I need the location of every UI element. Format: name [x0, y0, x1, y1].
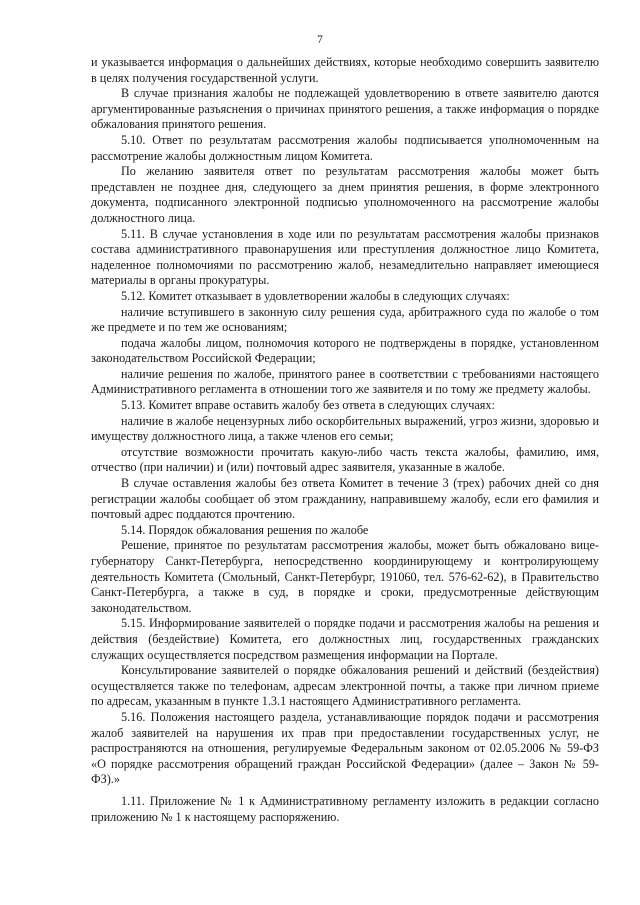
paragraph: 5.13. Комитет вправе оставить жалобу без ответа в следующих случаях:	[121, 398, 495, 413]
paragraph: 5.11. В случае установления в ходе или по результатам рассмотрения жалобы признаков состава административного правонарушения или преступления должностное лицо Комитета, наделенное полномочиями по рассмотрению жалоб, незамедлительно направляет имеющиеся материалы в органы прокуратуры.	[91, 226, 599, 288]
paragraph: Решение, принятое по результатам рассмотрения жалобы, может быть обжаловано вице-губернатору Санкт-Петербурга, непосредственно координирующему и контролирующему деятельность Комитета (Смольный, Санкт-Петербург, 191060, тел. 576-62-62), в Правительство Санкт-Петербурга, а также в суд, в порядке и сроки, предусмотренные действующим законодательством.	[91, 538, 599, 615]
paragraph: наличие в жалобе нецензурных либо оскорбительных выражений, угроз жизни, здоровью и имуществу должностного лица, а также членов его семьи;	[91, 413, 599, 444]
paragraph: В случае признания жалобы не подлежащей удовлетворению в ответе заявителю даются аргументированные разъяснения о причинах принятого решения, а также информация о порядке обжалования принятого решения.	[91, 86, 599, 132]
paragraph: 5.10. Ответ по результатам рассмотрения жалобы подписывается уполномоченным на рассмотрение жалобы должностным лицом Комитета.	[91, 132, 599, 163]
paragraph: 5.12. Комитет отказывает в удовлетворении жалобы в следующих случаях:	[121, 288, 510, 303]
paragraph: наличие вступившего в законную силу решения суда, арбитражного суда по жалобе о том же предмете и по тем же основаниям;	[91, 304, 599, 335]
paragraph: 5.14. Порядок обжалования решения по жалобе	[121, 522, 369, 537]
paragraph: Консультирование заявителей о порядке обжалования решений и действий (бездействия) осуществляется также по телефонам, адресам электронной почты, а также при личном приеме по адресам, указанным в пункте 1.3.1 настоящего Административного регламента.	[91, 663, 599, 709]
paragraph: отсутствие возможности прочитать какую-либо часть текста жалобы, фамилию, имя, отчество (при наличии) и (или) почтовый адрес заявителя, указанные в жалобе.	[91, 444, 599, 475]
paragraph: В случае оставления жалобы без ответа Комитет в течение 3 (трех) рабочих дней со дня регистрации жалобы сообщает об этом гражданину, направившему жалобу, если его фамилия и почтовый адрес поддаются прочтению.	[91, 476, 599, 522]
paragraph: и указывается информация о дальнейших действиях, которые необходимо совершить заявителю в целях получения государственной услуги.	[91, 55, 599, 85]
paragraph: 5.15. Информирование заявителей о порядке подачи и рассмотрения жалобы на решения и действия (бездействие) Комитета, его должностных лиц, государственных гражданских служащих осуществляется посредством размещения информации на Портале.	[91, 616, 599, 662]
paragraph: наличие решения по жалобе, принятого ранее в соответствии с требованиями настоящего Административного регламента в отношении того же заявителя и по тому же предмету жалобы.	[91, 366, 599, 397]
paragraph: По желанию заявителя ответ по результатам рассмотрения жалобы может быть представлен не позднее дня, следующего за днем принятия решения, в форме электронного документа, подписанного электронной подписью уполномоченного на рассмотрение жалобы должностного лица.	[91, 164, 599, 225]
paragraph: 1.11. Приложение № 1 к Административному регламенту изложить в редакции согласно приложению № 1 к настоящему распоряжению.	[91, 793, 599, 824]
paragraph: подача жалобы лицом, полномочия которого не подтверждены в порядке, установленном законодательством Российской Федерации;	[91, 335, 599, 366]
paragraph: 5.16. Положения настоящего раздела, устанавливающие порядок подачи и рассмотрения жалоб заявителей на нарушения их прав при предоставлении государственных услуг, не распространяются на отношения, регулируемые Федеральным законом от 02.05.2006 № 59-ФЗ «О порядке рассмотрения обращений граждан Российской Федерации» (далее – Закон № 59-ФЗ).»	[91, 709, 599, 787]
page-number: 7	[317, 34, 323, 46]
document-body	[91, 55, 599, 825]
